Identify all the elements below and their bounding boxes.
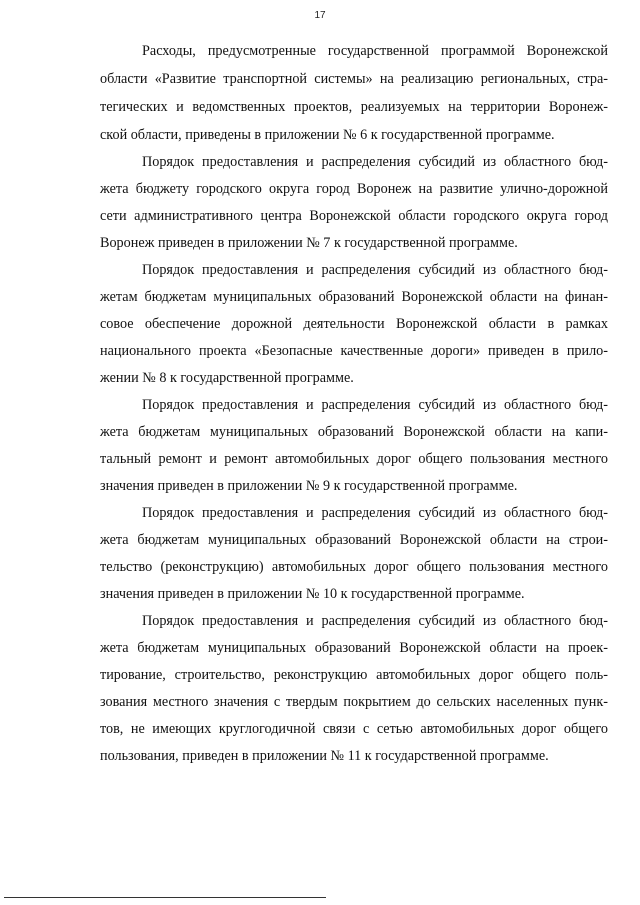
paragraph-line: жета бюджету городского округа город Воронеж на развитие улично-дорожной: [100, 181, 608, 197]
paragraph-line: жетам бюджетам муниципальных образований Воронежской области на финан-: [100, 289, 608, 305]
paragraph-line: зования местного значения с твердым покрытием до сельских населенных пунк-: [100, 694, 608, 710]
paragraph-line: Порядок предоставления и распределения субсидий из областного бюд-: [142, 613, 608, 629]
paragraph-line: национального проекта «Безопасные качественные дороги» приведен в прило-: [100, 343, 608, 359]
paragraph-line: Порядок предоставления и распределения субсидий из областного бюд-: [142, 262, 608, 278]
paragraph-line: жета бюджетам муниципальных образований Воронежской области на капи-: [100, 424, 608, 440]
paragraph-line: тегических и ведомственных проектов, реализуемых на территории Воронеж-: [100, 99, 608, 115]
paragraph-line: пользования, приведен в приложении № 11 к государственной программе.: [100, 748, 549, 764]
paragraph-line: Расходы, предусмотренные государственной программой Воронежской: [142, 43, 608, 59]
paragraph-line: сети административного центра Воронежской области городского округа город: [100, 208, 608, 224]
paragraph-line: жета бюджетам муниципальных образований Воронежской области на строи-: [100, 532, 608, 548]
paragraph-line: тирование, строительство, реконструкцию автомобильных дорог общего поль-: [100, 667, 608, 683]
paragraph-line: тальный ремонт и ремонт автомобильных дорог общего пользования местного: [100, 451, 608, 467]
paragraph-line: Воронеж приведен в приложении № 7 к государственной программе.: [100, 235, 518, 251]
paragraph-line: Порядок предоставления и распределения субсидий из областного бюд-: [142, 154, 608, 170]
paragraph-line: значения приведен в приложении № 10 к государственной программе.: [100, 586, 525, 602]
paragraph-line: жета бюджетам муниципальных образований Воронежской области на проек-: [100, 640, 608, 656]
paragraph-line: совое обеспечение дорожной деятельности Воронежской области в рамках: [100, 316, 608, 332]
paragraph-line: ской области, приведены в приложении № 6 к государственной программе.: [100, 127, 555, 143]
page-number: 17: [314, 10, 326, 21]
paragraph-line: жении № 8 к государственной программе.: [100, 370, 354, 386]
paragraph-line: Порядок предоставления и распределения субсидий из областного бюд-: [142, 505, 608, 521]
footer-rule: [4, 897, 326, 898]
paragraph-line: тов, не имеющих круглогодичной связи с сетью автомобильных дорог общего: [100, 721, 608, 737]
paragraph-line: значения приведен в приложении № 9 к государственной программе.: [100, 478, 518, 494]
paragraph-line: области «Развитие транспортной системы» на реализацию региональных, стра-: [100, 71, 608, 87]
paragraph-line: тельство (реконструкцию) автомобильных дорог общего пользования местного: [100, 559, 608, 575]
paragraph-line: Порядок предоставления и распределения субсидий из областного бюд-: [142, 397, 608, 413]
